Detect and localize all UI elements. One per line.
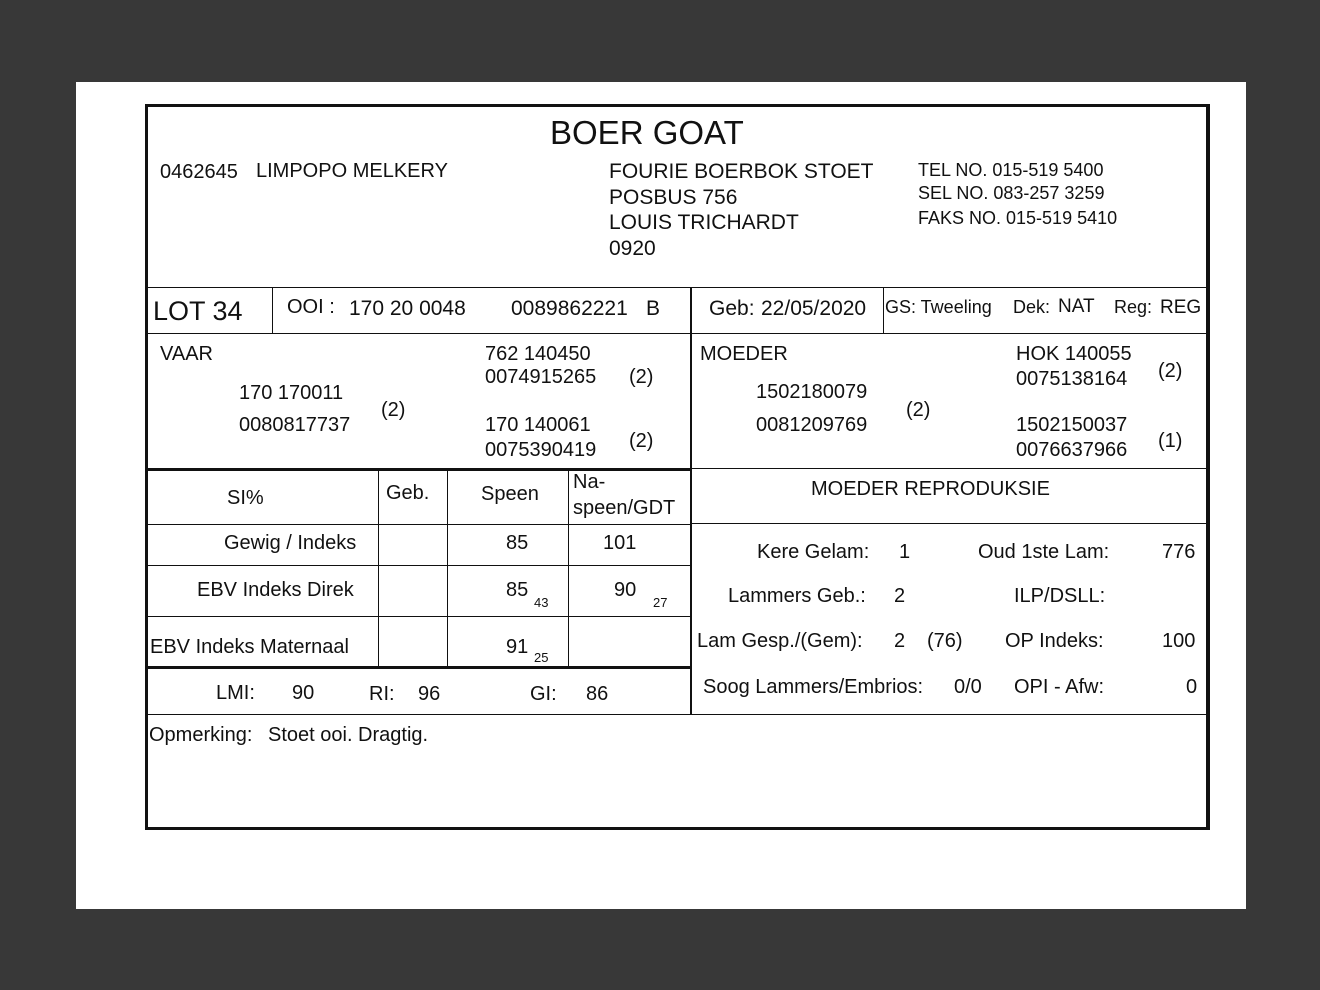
- perf-row-postweaning: 101: [603, 532, 637, 554]
- lot-number: LOT 34: [153, 296, 243, 326]
- first-kid-age-label: Oud 1ste Lam:: [978, 541, 1110, 563]
- rule-perf-header: [147, 524, 692, 525]
- dam-sire-id: HOK 140055: [1016, 343, 1132, 365]
- birth-status: GS: Tweeling: [885, 297, 992, 317]
- dam-dam-count: (1): [1158, 430, 1183, 452]
- rule-perf-col2: [447, 470, 448, 667]
- rule-repro-header: [691, 523, 1207, 524]
- rule-indices-bottom: [147, 714, 1207, 715]
- dam-count: (2): [906, 399, 931, 421]
- ri-value: 96: [418, 683, 441, 705]
- mating-value: NAT: [1058, 296, 1095, 317]
- sire-sire-reg: 0074915265: [485, 366, 597, 388]
- stud-town: LOUIS TRICHARDT: [609, 211, 799, 234]
- rule-perf-col1: [378, 470, 379, 667]
- document-title: BOER GOAT: [550, 114, 744, 151]
- first-kid-age-value: 776: [1162, 541, 1196, 563]
- ooi-grade: B: [646, 297, 661, 320]
- rule-perf-row2: [147, 616, 692, 617]
- rule-perf-row1: [147, 565, 692, 566]
- border-bottom: [145, 827, 1210, 830]
- kids-born-label: Lammers Geb.:: [728, 585, 866, 607]
- rule-gs-divider: [883, 288, 884, 333]
- opi-deviation-value: 0: [1186, 676, 1198, 698]
- rule-header-bottom: [147, 287, 1207, 288]
- perf-row-weaning-accuracy: 25: [534, 650, 549, 665]
- sire-sire-id: 762 140450: [485, 343, 591, 365]
- gi-label: GI:: [530, 683, 557, 705]
- kids-weaned-value: 2: [894, 630, 906, 652]
- birth-date: 22/05/2020: [761, 297, 867, 320]
- remarks-label: Opmerking:: [149, 724, 253, 746]
- dam-sire-count: (2): [1158, 360, 1183, 382]
- rule-perf-col3: [568, 470, 569, 667]
- rule-pedigree-bottom-right: [691, 468, 1207, 469]
- perf-row-weaning: 85: [506, 579, 529, 601]
- sire-sire-count: (2): [629, 366, 654, 388]
- opi-deviation-label: OPI - Afw:: [1014, 676, 1105, 698]
- rule-pedigree-bottom-left: [147, 468, 692, 471]
- ilp-label: ILP/DSLL:: [1014, 585, 1106, 607]
- perf-row-weaning-accuracy: 43: [534, 595, 549, 610]
- perf-row-postweaning: 90: [614, 579, 637, 601]
- perf-row-postweaning-accuracy: 27: [653, 595, 668, 610]
- lmi-value: 90: [292, 682, 315, 704]
- perf-row-label: Gewig / Indeks: [224, 532, 357, 554]
- stud-postcode: 0920: [609, 237, 656, 260]
- contact-tel: TEL NO. 015-519 5400: [918, 160, 1104, 180]
- perf-row-label: EBV Indeks Maternaal: [150, 636, 349, 658]
- stud-postbox: POSBUS 756: [609, 186, 738, 209]
- ooi-id: 170 20 0048: [349, 297, 466, 320]
- lmi-label: LMI:: [216, 682, 255, 704]
- registration-value: REG: [1160, 297, 1202, 318]
- ooi-label: OOI :: [287, 296, 335, 318]
- sire-dam-count: (2): [629, 430, 654, 452]
- reproduction-heading: MOEDER REPRODUKSIE: [811, 478, 1050, 500]
- dam-reg: 0081209769: [756, 414, 868, 436]
- border-right: [1206, 104, 1210, 830]
- kids-weaned-label: Lam Gesp./(Gem):: [697, 630, 863, 652]
- rule-lot-divider: [272, 288, 273, 333]
- border-left: [145, 104, 148, 830]
- perf-header-postweaning-2: speen/GDT: [573, 497, 676, 519]
- perf-header-postweaning-1: Na-: [573, 471, 606, 493]
- ooi-reg-number: 0089862221: [511, 297, 628, 320]
- dam-dam-id: 1502150037: [1016, 414, 1128, 436]
- sire-dam-id: 170 140061: [485, 414, 591, 436]
- seller-name: LIMPOPO MELKERY: [256, 160, 448, 182]
- sire-id: 170 170011: [239, 382, 344, 404]
- gi-value: 86: [586, 683, 609, 705]
- ri-label: RI:: [369, 683, 395, 705]
- sire-count: (2): [381, 399, 406, 421]
- border-top: [145, 104, 1210, 107]
- op-index-value: 100: [1162, 630, 1196, 652]
- contact-fax: FAKS NO. 015-519 5410: [918, 208, 1118, 228]
- rule-perf-bottom: [147, 666, 692, 669]
- kids-weaned-average: (76): [927, 630, 963, 652]
- op-index-label: OP Indeks:: [1005, 630, 1104, 652]
- dam-sire-reg: 0075138164: [1016, 368, 1128, 390]
- rule-center-divider: [690, 288, 692, 715]
- remarks-text: Stoet ooi. Dragtig.: [268, 724, 429, 746]
- dam-heading: MOEDER: [700, 343, 788, 365]
- kidding-count-label: Kere Gelam:: [757, 541, 870, 563]
- suckling-kids-value: 0/0: [954, 676, 982, 698]
- kidding-count-value: 1: [899, 541, 911, 563]
- dam-id: 1502180079: [756, 381, 868, 403]
- perf-row-weaning: 85: [506, 532, 529, 554]
- perf-row-weaning: 91: [506, 636, 529, 658]
- sire-reg: 0080817737: [239, 414, 351, 436]
- registration-label: Reg:: [1114, 297, 1153, 317]
- mating-label: Dek:: [1013, 297, 1051, 317]
- perf-header-weaning: Speen: [481, 483, 539, 505]
- perf-header-si: SI%: [227, 487, 264, 509]
- perf-row-label: EBV Indeks Direk: [197, 579, 354, 601]
- dam-dam-reg: 0076637966: [1016, 439, 1128, 461]
- seller-code: 0462645: [160, 161, 238, 183]
- birth-label: Geb:: [709, 297, 755, 320]
- rule-lot-bottom: [147, 333, 1207, 334]
- perf-header-birth: Geb.: [386, 482, 430, 504]
- sire-dam-reg: 0075390419: [485, 439, 597, 461]
- suckling-kids-label: Soog Lammers/Embrios:: [703, 676, 924, 698]
- sire-heading: VAAR: [160, 343, 213, 365]
- kids-born-value: 2: [894, 585, 906, 607]
- stud-name: FOURIE BOERBOK STOET: [609, 160, 874, 183]
- contact-cell: SEL NO. 083-257 3259: [918, 183, 1105, 203]
